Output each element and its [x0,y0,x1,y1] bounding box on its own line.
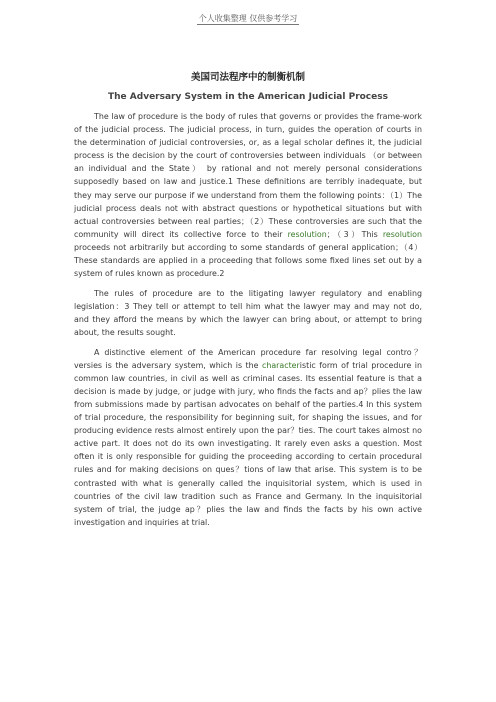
header-note [0,13,496,24]
paragraph-text: istic form of trial procedure in common law countries, in civil as well as criminal cases. Its essential feature is that a decision is made by judge, or judge with jury, who finds the facts and ap？plies the law from submissions made by partisan advocates on behalf of the parties.4 In this system of trial procedure, the responsibility for beginning suit, for shaping the issues, and for producing evidence rests almost entirely upon the par？ties. The court takes almost no active part. It does not do its own investigating. It rarely even asks a question. Most often it is only responsible for guiding the proceeding according to certain procedural rules and for making decisions on ques？tions of law that arise. This system is to be contrasted with what is generally called the inquisitorial system, which is used in countries of the civil law tradition such as France and Germany. In the inquisitorial system of trial, the judge ap？plies the law and finds the facts by his own active investigation and inquiries at trial. [74,360,422,527]
chinese-title: 美国司法程序中的制衡机制 [190,72,305,83]
highlighted-term: resolution [382,229,423,239]
highlighted-term: resolution [287,229,327,239]
english-title: The Adversary System in the American Judicial Process [108,92,388,102]
paragraph-text: proceeds not arbitrarily but according to some standards of general application；（4）These standards are applied in a proceeding that follows some fixed lines set out by a system of rules known as procedure.2 [74,242,422,279]
header-note-text: 个人收集整理 仅供参考学习 [198,14,298,23]
paragraph-text: A distinctive element of the American procedure far resolving legal contro？versies is the adversary system, which is the [74,347,422,370]
document-body [74,110,422,535]
paragraph-text: The rules of procedure are to the litigating lawyer regulatory and enabling legislation：3 They tell or attempt to tell him what the lawyer may and may not do, and they afford the means by which the lawyer can bring about, or attempt to bring about, the results sought. [74,288,422,337]
body-paragraph [74,346,422,529]
body-paragraph [74,287,422,339]
highlighted-term: character [262,360,300,370]
paragraph-text: ；（3）This [326,229,383,239]
paragraph-text: The law of procedure is the body of rules that governs or provides the frame-work of the judicial process. The judicial process, in turn, guides the operation of courts in the determination of judicial controversies, or, as a legal scholar defines it, the judicial process is the decision by the court of controversies between individuals （or between an individual and the State） by rational and not merely personal considerations supposedly based on law and justice.1 These definitions are terribly inadequate, but they may serve our purpose if we understand from them the following points：（1）The judicial process deals not with abstract questions or hypothetical situations but with actual controversies between real parties；（2）These controversies are such that the community will direct its collective force to their [74,112,422,239]
body-paragraph [74,110,422,280]
